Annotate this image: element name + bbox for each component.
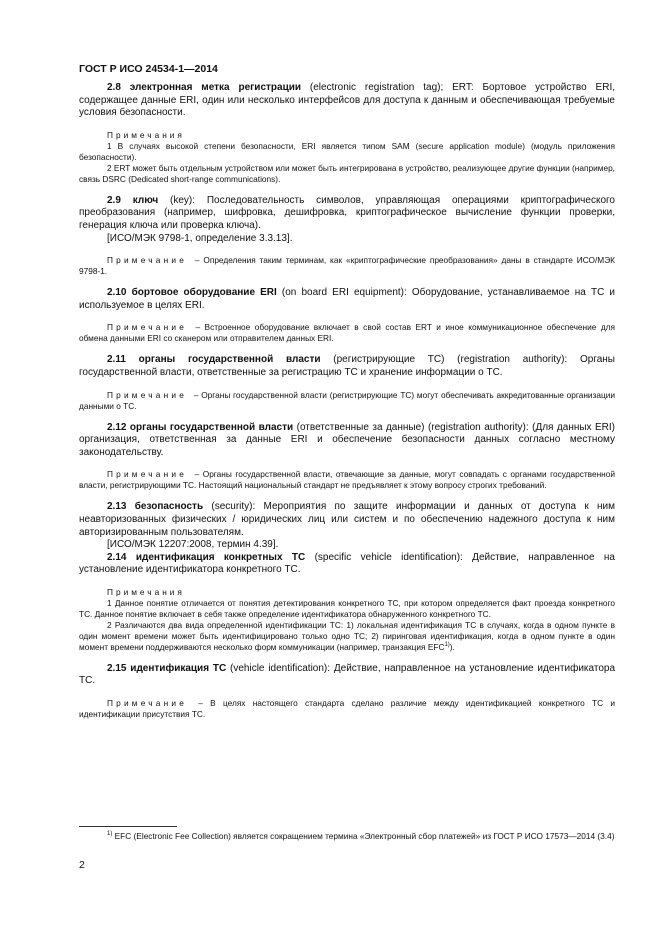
note-label: Примечание: [107, 698, 188, 709]
term-source: [ИСО/МЭК 12207:2008, термин 4.39].: [107, 539, 279, 551]
notes-heading: Примечания: [107, 586, 185, 597]
note-label: Примечание: [107, 389, 188, 400]
term-definition: (on board ERI equipment): Оборудование, устанавливаемое на ТС и используемое в целях ERI.: [79, 287, 615, 311]
page-number: 2: [79, 859, 85, 871]
note-text: – Органы государственной власти, отвечающие за данные, могут совпадать с органами государственной власти, регистрирующими ТС. Настоящий национальный стандарт не предъявляет к этому вопросу строгих требований.: [79, 469, 615, 491]
term-2-9: [79, 195, 615, 233]
term-number: 2.9: [107, 194, 133, 206]
note-text: – Встроенное оборудование включает в свой состав ERT и иное коммуникационное обеспечение для обмена данными ERI со сканером или отправителем данных ERI.: [79, 322, 615, 344]
term-title: ключ: [132, 194, 159, 206]
note-2-14-2: [79, 620, 615, 653]
term-definition: (electronic registration tag); ERT: Бортовое устройство ERI, содержащее данные ERI, один или несколько интерфейсов для доступа к данным и обеспечивающая требуемые условия безопасности.: [79, 82, 616, 119]
term-definition: (key): Последовательность символов, управляющая операциями криптографического преобразования (например, шифровка, дешифровка, криптографическое вычисление функции проверки, генерация ключа или проверка ключа).: [79, 194, 615, 231]
footnote-ref: 1): [444, 642, 450, 649]
note-2-14-1: 1 Данное понятие отличается от понятия детектирования конкретного ТС, при котором определяется факт проезда конкретного ТС. Данное понятие включает в себя также определение идентификатора обнаруженного конкретного ТС.: [79, 597, 615, 619]
note-2-8-2: 2 ERT может быть отдельным устройством или может быть интегрирована в устройство, реализующее другие функции (например, связь DSRC (Dedicated short-range communications).: [79, 162, 615, 184]
term-number: 2.8: [107, 82, 130, 93]
note-label: Примечание: [107, 322, 188, 333]
term-number: 2.10: [107, 287, 132, 299]
note-2-15: [79, 698, 615, 720]
term-number: 2.12: [107, 421, 130, 433]
term-title: электронная метка регистрации: [129, 82, 302, 93]
note-2-9: [79, 255, 615, 277]
footnote-separator: [79, 826, 177, 827]
note-text: 2 Различаются два вида определенной идентификации ТС: 1) локальная идентификация ТС в случаях, когда в одном пункте в один момент времени может быть идентифицировано только одно ТС; 2) пиринговая идентификация, когда в одном пункте в один момент времени поддерживаются несколько форм коммуникации (например, транзакция EFC: [79, 619, 615, 652]
term-definition: (регистрирующие ТС) (registration authority): Органы государственной власти, ответственные за регистрацию ТС и хранение информации о ТС.: [79, 354, 615, 378]
note-label: Примечание: [107, 469, 188, 480]
footnote-marker: 1): [107, 831, 113, 838]
note-2-10: [79, 322, 615, 344]
term-definition: (vehicle identification): Действие, направленное на установление идентификатора ТС.: [79, 662, 616, 687]
term-title: идентификация конкретных ТС: [135, 551, 306, 563]
note-2-11: [79, 390, 615, 412]
term-title: органы государственной власти: [138, 354, 321, 366]
term-2-8: [79, 82, 615, 120]
term-2-13: [79, 501, 615, 539]
term-number: 2.13: [107, 501, 135, 513]
term-title: органы государственной власти: [129, 421, 294, 433]
note-2-8-1: 1 В случаях высокой степени безопасности, ERI является типом SAM (secure application module) (модуль приложения безопасности).: [79, 140, 615, 162]
footnote-text: EFC (Electronic Fee Collection) является сокращением термина «Электронный сбор платежей» из ГОСТ Р ИСО 17573—2014 (3.4): [112, 831, 615, 841]
footnote: [79, 831, 615, 842]
term-definition: (security): Мероприятия по защите информации и данных от доступа к ним неавторизованных физических / юридических лиц или систем и по обеспечению надежного доступа к ним авторизированным пользователям.: [79, 501, 615, 538]
notes-heading: Примечания: [107, 129, 185, 140]
term-title: безопасность: [134, 501, 204, 513]
term-2-14: [79, 552, 615, 577]
term-definition: (specific vehicle identification): Действие, направленное на установление идентификатора конкретного ТС.: [79, 551, 615, 576]
note-2-12: [79, 469, 615, 491]
document-header: ГОСТ Р ИСО 24534-1—2014: [79, 63, 218, 75]
term-2-11: [79, 354, 615, 379]
term-2-10: [79, 287, 615, 312]
term-2-15: [79, 663, 615, 688]
document-body: [79, 82, 615, 720]
note-text: – В целях настоящего стандарта сделано различие между идентификацией конкретного ТС и идентификации присутствия ТС.: [79, 698, 615, 720]
term-number: 2.11: [107, 354, 139, 366]
term-title: бортовое оборудование ERI: [131, 287, 277, 299]
term-title: идентификация ТС: [130, 662, 227, 674]
note-text-end: ).: [449, 641, 455, 652]
term-source: [ИСО/МЭК 9798-1, определение 3.3.13].: [107, 232, 293, 244]
term-2-12: [79, 422, 615, 460]
term-definition: (ответственные за данные) (registration authority): (Для данных ERI) организация, ответственная за данные ERI и обеспечение безопасности данных согласно местному законодательству.: [79, 421, 616, 458]
term-number: 2.15: [107, 662, 131, 674]
note-text: – Органы государственной власти (регистрирующие ТС) могут обеспечивать аккредитованные организации данными о ТС.: [79, 389, 615, 411]
note-label: Примечание: [107, 255, 188, 266]
note-text: – Определения таким терминам, как «криптографические преобразования» даны в стандарте ИСО/МЭК 9798-1.: [79, 255, 615, 277]
term-number: 2.14: [107, 551, 136, 563]
